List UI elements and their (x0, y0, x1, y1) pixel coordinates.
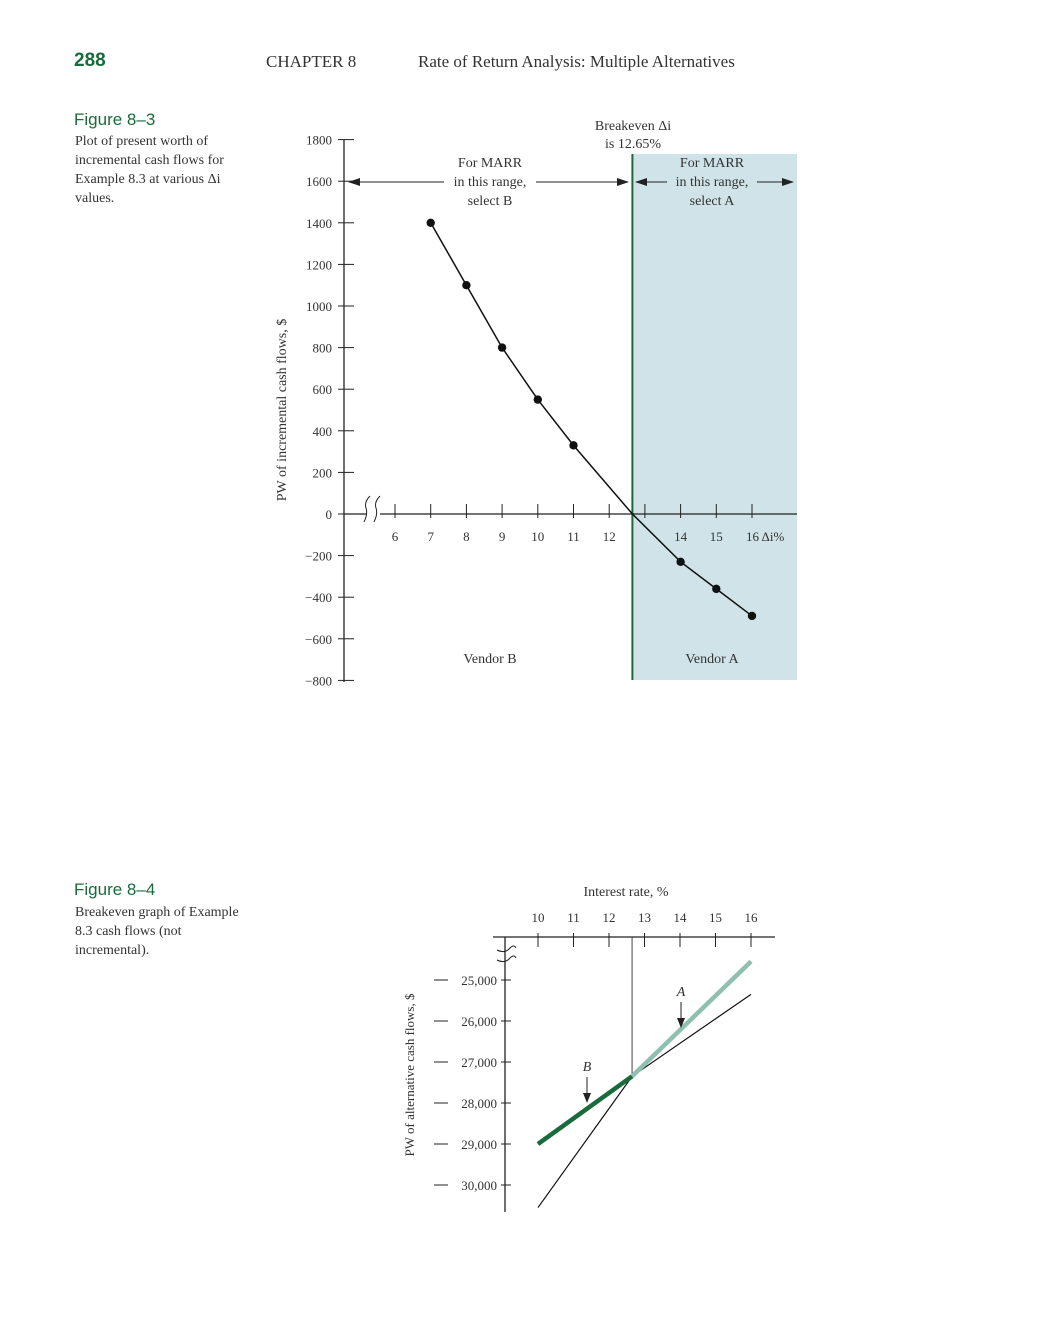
figure-8-3-label: Figure 8–3 (74, 110, 156, 129)
figure-8-4-label: Figure 8–4 (74, 880, 156, 899)
figure-8-3-caption: Plot of present worth of incremental cash flows for Example 8.3 at various Δi values. (75, 134, 224, 206)
region-b-annotation: in this range, (453, 175, 527, 190)
x-tick-label: 13 (638, 910, 651, 925)
vendor-a-label: Vendor A (685, 652, 739, 667)
y-axis-break-mark (497, 956, 516, 962)
label-B: B (582, 1060, 592, 1075)
running-title: Rate of Return Analysis: Multiple Alternatives (418, 52, 735, 71)
x-tick-label: 10 (531, 910, 545, 925)
x-tick-label: 12 (602, 529, 616, 544)
highlight-A (632, 962, 751, 1077)
arrow-head (583, 1093, 591, 1103)
x-tick-label: 14 (673, 910, 687, 925)
x-tick-label: 10 (531, 529, 545, 544)
x-tick-label: 12 (602, 910, 616, 925)
y-axis-break-mark (497, 946, 516, 952)
region-b-annotation: select B (467, 194, 513, 209)
y-tick-label: 600 (312, 382, 332, 398)
y-tick-label: 1800 (306, 132, 332, 148)
region-a-annotation: For MARR (679, 156, 745, 171)
breakeven-annotation: is 12.65% (605, 137, 661, 152)
page-number: 288 (74, 50, 106, 71)
y-tick-label: −400 (305, 590, 332, 606)
x-tick-label: 16 Δi% (746, 529, 785, 544)
x-tick-label: 15 (709, 910, 722, 925)
x-tick-label: 11 (567, 529, 580, 544)
region-a-annotation: select A (689, 194, 735, 209)
y-tick-label: 0 (325, 507, 332, 522)
y-tick-label: 29,000 (461, 1137, 497, 1152)
x-tick-label: 16 (744, 910, 758, 925)
x-axis-title: Interest rate, % (583, 885, 669, 900)
x-tick-label: 7 (427, 529, 434, 544)
x-tick-label: 9 (498, 529, 506, 544)
y-tick-label: 27,000 (461, 1055, 497, 1070)
highlight-B (538, 1076, 632, 1144)
x-tick-label: 15 (709, 529, 723, 544)
y-tick-label: 26,000 (461, 1014, 497, 1029)
y-axis-label: PW of incremental cash flows, $ (275, 318, 290, 502)
series-line-A (538, 962, 751, 1208)
x-tick-label: 8 (463, 529, 470, 544)
y-tick-label: 400 (312, 423, 332, 439)
chapter-heading: CHAPTER 8 (266, 52, 357, 71)
x-tick-label: 11 (567, 910, 580, 925)
y-tick-label: 1000 (306, 299, 332, 314)
y-tick-label: 200 (312, 465, 332, 481)
y-axis-label: PW of alternative cash flows, $ (402, 993, 417, 1157)
y-tick-label: 800 (312, 340, 332, 356)
region-a-annotation: in this range, (675, 175, 749, 190)
y-tick-label: −200 (305, 548, 332, 564)
y-tick-label: 28,000 (461, 1096, 497, 1111)
x-tick-label: 14 (674, 529, 688, 544)
y-tick-label: 1400 (306, 215, 332, 231)
y-tick-label: 1200 (306, 257, 332, 273)
y-tick-label: 1600 (306, 174, 332, 190)
label-A: A (676, 985, 686, 1000)
y-tick-label: 25,000 (461, 973, 497, 988)
figure-8-4-caption: Breakeven graph of Example 8.3 cash flows (not incremental). (75, 905, 239, 958)
x-tick-label: 6 (391, 529, 399, 544)
y-tick-label: −600 (305, 631, 332, 647)
vendor-b-label: Vendor B (463, 652, 517, 667)
y-tick-label: −800 (305, 673, 332, 689)
region-b-annotation: For MARR (457, 156, 523, 171)
breakeven-annotation: Breakeven Δi (594, 119, 672, 134)
y-tick-label: 30,000 (461, 1178, 497, 1193)
